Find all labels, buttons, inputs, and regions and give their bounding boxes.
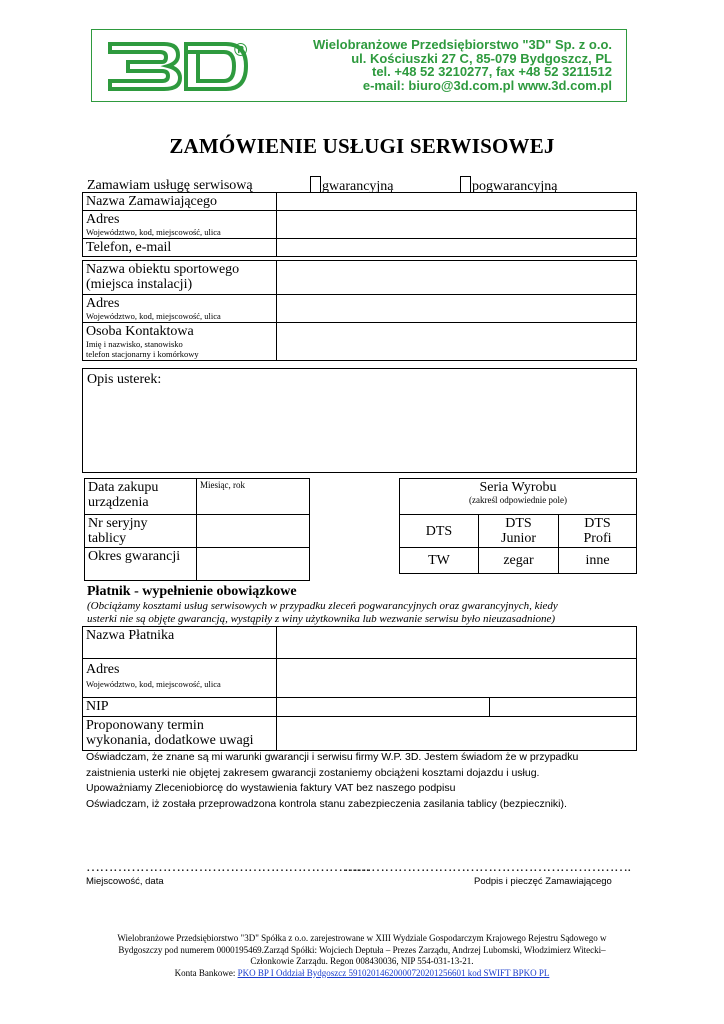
- footer-bank: [60, 968, 664, 980]
- purchase-date-label-2: urządzenia: [88, 495, 149, 510]
- order-intro: Zamawiam usługę serwisową: [87, 178, 253, 193]
- serial-number-cell: [85, 515, 197, 548]
- series-dts-profi-line-1: DTS: [584, 516, 611, 531]
- facility-table: [82, 260, 637, 361]
- company-email-www: e-mail: biuro@3d.com.pl www.3d.com.pl: [362, 77, 612, 93]
- contact-person-field[interactable]: [277, 323, 637, 361]
- facility-name-cell: [83, 261, 277, 295]
- facility-name-label: Nazwa obiektu sportowego: [86, 262, 240, 277]
- declaration-line-2: zaistnienia usterki nie objętej zakresem gwarancji zostaniemy obciążeni kosztami dojazdu i usług.: [86, 766, 540, 779]
- declaration-line-1: Oświadczam, że znane są mi warunki gwarancji i serwisu firmy W.P. 3D. Jestem świadom że w przypadku: [86, 751, 579, 763]
- customer-address-cell: [83, 211, 277, 239]
- company-address: ul. Kościuszki 27 C, 85-079 Bydgoszcz, PL: [351, 50, 612, 66]
- customer-address-label: Adres: [86, 212, 120, 227]
- signature-line[interactable]: ……………………………………………………….: [344, 860, 631, 875]
- place-date-line[interactable]: ………………………………………………………: [86, 860, 370, 875]
- series-dts[interactable]: DTS: [400, 515, 479, 548]
- warranty-period-field[interactable]: [197, 548, 310, 581]
- series-dts-junior[interactable]: [479, 515, 559, 548]
- proposed-term-label: Proponowany termin: [86, 718, 204, 733]
- company-info: [270, 38, 612, 92]
- customer-phone-field[interactable]: [277, 239, 637, 257]
- payer-name-label: Nazwa Płatnika: [83, 627, 277, 659]
- device-table: [84, 478, 310, 581]
- footer-line-2: Bydgoszczy pod numerem 0000195469.Zarząd Spółki: Wojciech Deptuła – Prezes Zarządu, Andrzej Lubomski, Włodzimierz Witecki–: [118, 944, 606, 955]
- payer-nip-label: NIP: [83, 698, 277, 717]
- proposed-term-label-2: wykonania, dodatkowe uwagi: [86, 733, 254, 748]
- series-header-cell: [400, 479, 637, 515]
- payer-nip-field[interactable]: [277, 698, 490, 717]
- payer-nip-extra-field[interactable]: [490, 698, 637, 717]
- series-dts-profi[interactable]: [559, 515, 637, 548]
- contact-person-label: Osoba Kontaktowa: [86, 324, 194, 339]
- post-warranty-checkbox[interactable]: [460, 176, 471, 193]
- company-logo: [104, 38, 254, 94]
- declarations: [86, 750, 646, 812]
- facility-name-field[interactable]: [277, 261, 637, 295]
- series-table: [399, 478, 637, 574]
- signature-label: Podpis i pieczęć Zamawiającego: [474, 876, 612, 887]
- bank-account-link[interactable]: PKO BP I Oddział Bydgoszcz 59102014620000720201256601 kod SWIFT BPKO PL: [237, 967, 550, 978]
- payer-address-cell: [83, 659, 277, 698]
- series-dts-junior-line-1: DTS: [505, 516, 532, 531]
- series-inne[interactable]: inne: [559, 548, 637, 574]
- proposed-term-cell: [83, 717, 277, 751]
- defects-field[interactable]: [82, 368, 637, 473]
- payer-note-line-2: usterki nie są objęte gwarancją, wystąpiły z winy użytkownika lub wezwanie serwisu było nieuzasadnione): [87, 613, 556, 625]
- warranty-checkbox[interactable]: [310, 176, 321, 193]
- payer-note-line-1: (Obciążamy kosztami usług serwisowych w przypadku zleceń pogwarancyjnych oraz gwarancyjnych, kiedy: [87, 600, 558, 612]
- series-hint: (zakreśl odpowiednie pole): [469, 495, 567, 505]
- footer-line-1: Wielobranżowe Przedsiębiorstwo "3D" Spółka z o.o. zarejestrowane w XIII Wydziale Gospodarczym Krajowego Rejestru Sądowego w: [117, 933, 607, 943]
- contact-person-hint-2: telefon stacjonarny i komórkowy: [86, 349, 199, 359]
- defects-label: Opis usterek:: [87, 372, 162, 387]
- contact-person-cell: [83, 323, 277, 361]
- place-date-label: Miejscowość, data: [86, 876, 164, 887]
- purchase-date-field[interactable]: [197, 479, 310, 515]
- customer-address-field[interactable]: [277, 211, 637, 239]
- serial-number-label-2: tablicy: [88, 531, 127, 546]
- payer-note: [87, 600, 632, 626]
- company-phone-fax: tel. +48 52 3210277, fax +48 52 3211512: [372, 64, 612, 79]
- declaration-line-3: Upoważniamy Zleceniobiorcę do wystawienia faktury VAT bez naszego podpisu: [86, 782, 456, 794]
- page-title: ZAMÓWIENIE USŁUGI SERWISOWEJ: [169, 134, 555, 158]
- serial-number-field[interactable]: [197, 515, 310, 548]
- customer-name-label: Nazwa Zamawiającego: [83, 193, 277, 211]
- contact-person-hint-1: Imię i nazwisko, stanowisko: [86, 339, 183, 349]
- customer-phone-label: Telefon, e-mail: [83, 239, 277, 257]
- series-zegar[interactable]: zegar: [479, 548, 559, 574]
- facility-address-label: Adres: [86, 296, 120, 311]
- series-tw[interactable]: TW: [400, 548, 479, 574]
- registered-mark-icon: ®: [234, 40, 248, 60]
- customer-name-field[interactable]: [277, 193, 637, 211]
- series-title: Seria Wyrobu: [479, 480, 557, 495]
- payer-address-hint: Województwo, kod, miejscowość, ulica: [86, 679, 221, 689]
- footer: [60, 933, 664, 979]
- payer-heading: Płatnik - wypełnienie obowiązkowe: [87, 584, 297, 599]
- payer-address-field[interactable]: [277, 659, 637, 698]
- post-warranty-label: pogwarancyjną: [472, 179, 558, 194]
- purchase-date-cell: [85, 479, 197, 515]
- proposed-term-field[interactable]: [277, 717, 637, 751]
- payer-address-label: Adres: [86, 662, 120, 677]
- serial-number-label: Nr seryjny: [88, 516, 148, 531]
- customer-table: [82, 192, 637, 257]
- footer-line-3: Członkowie Zarządu. Regon 008430036, NIP 554-031-13-21.: [250, 956, 474, 966]
- facility-address-hint: Województwo, kod, miejscowość, ulica: [86, 311, 221, 321]
- series-dts-junior-line-2: Junior: [501, 531, 536, 546]
- purchase-date-hint: Miesiąc, rok: [200, 480, 245, 490]
- facility-name-label-2: (miejsca instalacji): [86, 277, 193, 292]
- company-name: Wielobranżowe Przedsiębiorstwo "3D" Sp. z o.o.: [313, 37, 612, 52]
- facility-address-field[interactable]: [277, 295, 637, 323]
- payer-name-field[interactable]: [277, 627, 637, 659]
- series-dts-profi-line-2: Profi: [583, 531, 612, 546]
- facility-address-cell: [83, 295, 277, 323]
- payer-table: [82, 626, 637, 751]
- warranty-label: gwarancyjną: [322, 179, 394, 194]
- declaration-line-4: Oświadczam, iż została przeprowadzona kontrola stanu zabezpieczenia zasilania tablicy (bezpieczniki).: [86, 797, 567, 810]
- bank-label: Konta Bankowe:: [174, 967, 238, 978]
- customer-address-hint: Województwo, kod, miejscowość, ulica: [86, 227, 221, 237]
- warranty-period-label: Okres gwarancji: [85, 548, 197, 581]
- purchase-date-label: Data zakupu: [88, 480, 159, 495]
